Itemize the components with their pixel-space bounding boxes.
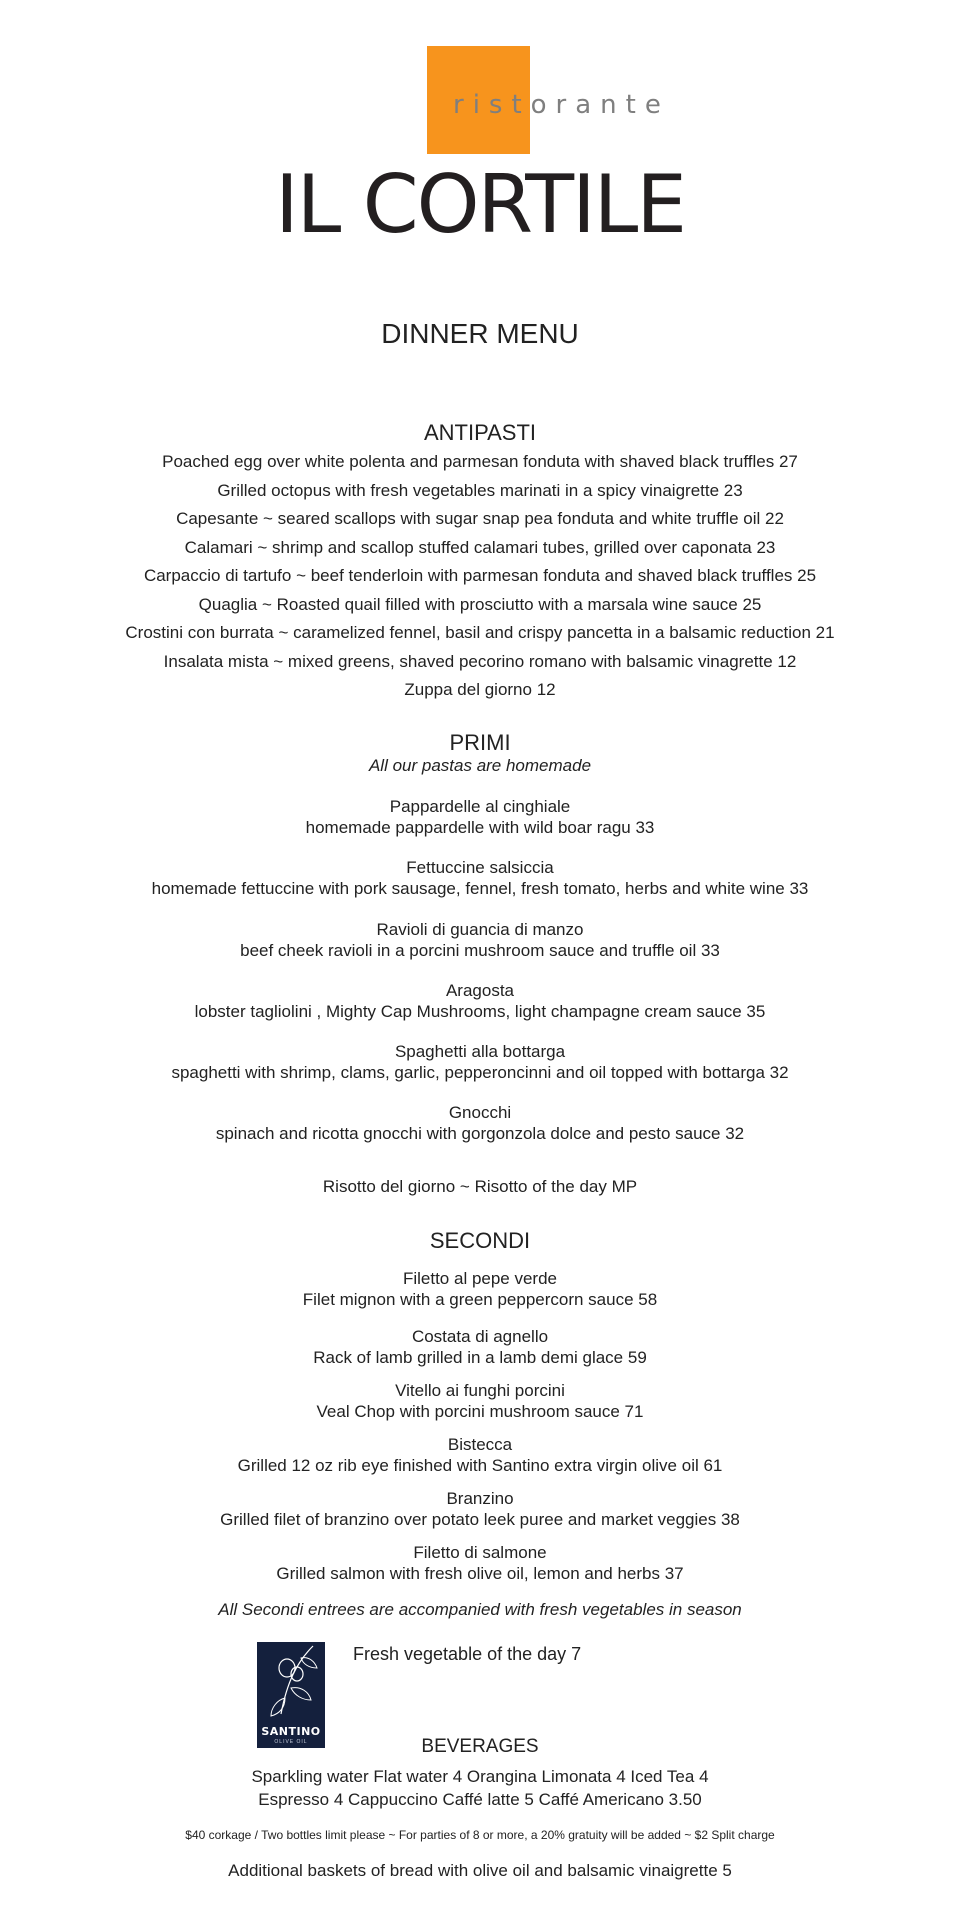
dish-name: Ravioli di guancia di manzo [376,920,584,939]
antipasti-list [0,448,960,705]
dish-description: spaghetti with shrimp, clams, garlic, pepperoncinni and oil topped with bottarga 32 [171,1063,789,1082]
beverages-line-1: Sparkling water Flat water 4 Orangina Limonata 4 Iced Tea 4 [251,1767,709,1786]
santino-olive-oil-image [257,1642,325,1748]
dish-name: Spaghetti alla bottarga [394,1042,566,1061]
restaurant-logo [0,0,960,260]
logo-subtitle: ristorante [453,90,670,120]
menu-item [0,857,960,899]
menu-item [0,1488,960,1530]
dish-name: Filetto di salmone [413,1543,547,1562]
risotto-item: Risotto del giorno ~ Risotto of the day MP [322,1177,638,1196]
dish-name: Branzino [446,1489,514,1508]
dish-name: Costata di agnello [411,1327,549,1346]
bottle-sublabel: OLIVE OIL [274,1739,308,1745]
dish-description: lobster tagliolini , Mighty Cap Mushrooms, light champagne cream sauce 35 [194,1002,766,1021]
dish-description: Grilled filet of branzino over potato leek puree and market veggies 38 [220,1510,740,1529]
menu-item: Insalata mista ~ mixed greens, shaved pecorino romano with balsamic vinagrette 12 [163,651,797,671]
menu-item [0,796,960,838]
menu-item: Poached egg over white polenta and parmesan fonduta with shaved black truffles 27 [162,452,798,471]
dish-description: beef cheek ravioli in a porcini mushroom sauce and truffle oil 33 [240,941,720,960]
beverages-line-2: Espresso 4 Cappuccino Caffé latte 5 Caffé Americano 3.50 [258,1790,702,1809]
menu-title: DINNER MENU [381,318,579,349]
menu-item [0,980,960,1022]
menu-item: Zuppa del giorno 12 [404,680,556,699]
dish-description: Filet mignon with a green peppercorn sauce 58 [302,1290,658,1309]
section-heading-antipasti: ANTIPASTI [423,420,537,445]
menu-item: Calamari ~ shrimp and scallop stuffed calamari tubes, grilled over caponata 23 [184,537,776,557]
dish-name: Gnocchi [448,1103,512,1122]
dish-name: Fettuccine salsiccia [406,858,554,877]
section-heading-secondi: SECONDI [429,1228,531,1253]
bottle-label: SANTINO [261,1725,321,1738]
menu-item: Capesante ~ seared scallops with sugar snap pea fonduta and white truffle oil 22 [176,509,784,528]
secondi-note: All Secondi entrees are accompanied with fresh vegetables in season [218,1600,742,1619]
vegetable-of-the-day: Fresh vegetable of the day 7 [353,1644,582,1664]
dish-description: homemade fettuccine with pork sausage, fennel, fresh tomato, herbs and white wine 33 [151,879,809,898]
menu-item [0,1041,960,1083]
dish-name: Aragosta [445,981,515,1000]
dish-description: homemade pappardelle with wild boar ragu 33 [305,818,655,837]
dish-description: Rack of lamb grilled in a lamb demi glace 59 [313,1348,647,1367]
dish-name: Filetto al pepe verde [402,1269,558,1288]
dish-name: Bistecca [447,1435,513,1454]
section-heading-beverages: BEVERAGES [421,1736,539,1757]
logo-name: IL CORTILE [275,158,685,251]
menu-item [0,919,960,961]
section-heading-primi: PRIMI [449,730,511,755]
dish-description: spinach and ricotta gnocchi with gorgonzola dolce and pesto sauce 32 [215,1124,745,1143]
dish-description: Grilled 12 oz rib eye finished with Santino extra virgin olive oil 61 [237,1456,723,1475]
dish-name: Vitello ai funghi porcini [395,1381,565,1400]
primi-note: All our pastas are homemade [368,756,592,775]
menu-item [0,1326,960,1368]
menu-item [0,1542,960,1584]
menu-item: Carpaccio di tartufo ~ beef tenderloin with parmesan fonduta and shaved black truffles 25 [143,566,817,585]
menu-item [0,1434,960,1476]
menu-item: Grilled octopus with fresh vegetables marinati in a spicy vinaigrette 23 [217,480,743,500]
menu-item [0,1380,960,1422]
menu-item [0,1268,960,1310]
menu-item: Quaglia ~ Roasted quail filled with prosciutto with a marsala wine sauce 25 [198,594,762,614]
bread-note: Additional baskets of bread with olive oil and balsamic vinaigrette 5 [228,1861,732,1880]
menu-item: Crostini con burrata ~ caramelized fennel, basil and crispy pancetta in a balsamic reduction 21 [125,623,835,642]
menu-item [0,1102,960,1144]
policy-note: $40 corkage / Two bottles limit please ~ For parties of 8 or more, a 20% gratuity will be added ~ $2 Split charge [185,1828,775,1842]
olive-branch-icon [257,1642,325,1722]
dish-description: Grilled salmon with fresh olive oil, lemon and herbs 37 [276,1564,684,1583]
dish-name: Pappardelle al cinghiale [389,797,571,816]
dish-description: Veal Chop with porcini mushroom sauce 71 [316,1402,644,1421]
